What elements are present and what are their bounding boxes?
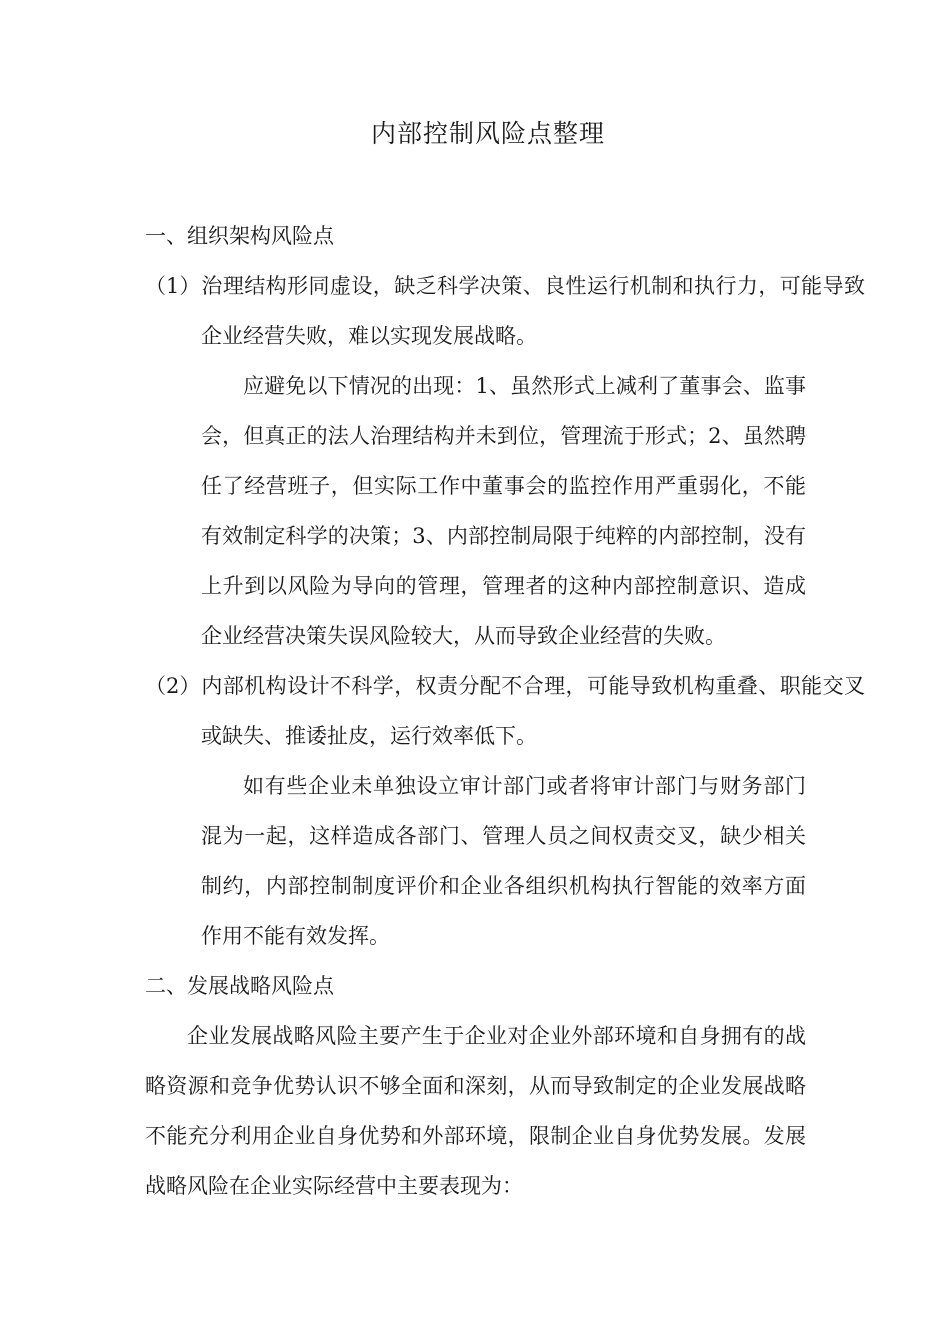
section-heading-strategy: 二、发展战略风险点 xyxy=(145,974,334,998)
list-item-2 xyxy=(145,661,865,761)
list-item-text: 内部机构设计不科学，权责分配不合理，可能导致机构重叠、职能交叉或缺失、推诿扯皮，运行效率低下。 xyxy=(201,674,865,748)
list-item-1 xyxy=(145,261,865,361)
list-item-1-detail: 应避免以下情况的出现：1、虽然形式上减利了董事会、监事会，但真正的法人治理结构并未到位，管理流于形式；2、虽然聘任了经营班子，但实际工作中董事会的监控作用严重弱化，不能有效制定科学的决策；3、内部控制局限于纯粹的内部控制，没有上升到以风险为导向的管理，管理者的这种内部控制意识、造成企业经营决策失误风险较大，从而导致企业经营的失败。 xyxy=(201,374,806,648)
list-item-number: （2） xyxy=(145,674,201,698)
section-paragraph-strategy: 企业发展战略风险主要产生于企业对企业外部环境和自身拥有的战略资源和竞争优势认识不够全面和深刻，从而导致制定的企业发展战略不能充分利用企业自身优势和外部环境，限制企业自身优势发展。发展战略风险在企业实际经营中主要表现为： xyxy=(145,1024,806,1198)
section-heading-organization: 一、组织架构风险点 xyxy=(145,224,334,248)
list-item-text: 治理结构形同虚设，缺乏科学决策、良性运行机制和执行力，可能导致企业经营失败，难以实现发展战略。 xyxy=(201,274,865,348)
document-title: 内部控制风险点整理 xyxy=(370,119,605,148)
list-item-2-detail: 如有些企业未单独设立审计部门或者将审计部门与财务部门混为一起，这样造成各部门、管理人员之间权责交叉，缺少相关制约，内部控制制度评价和企业各组织机构执行智能的效率方面作用不能有效发挥。 xyxy=(201,774,806,948)
list-item-number: （1） xyxy=(145,274,201,298)
